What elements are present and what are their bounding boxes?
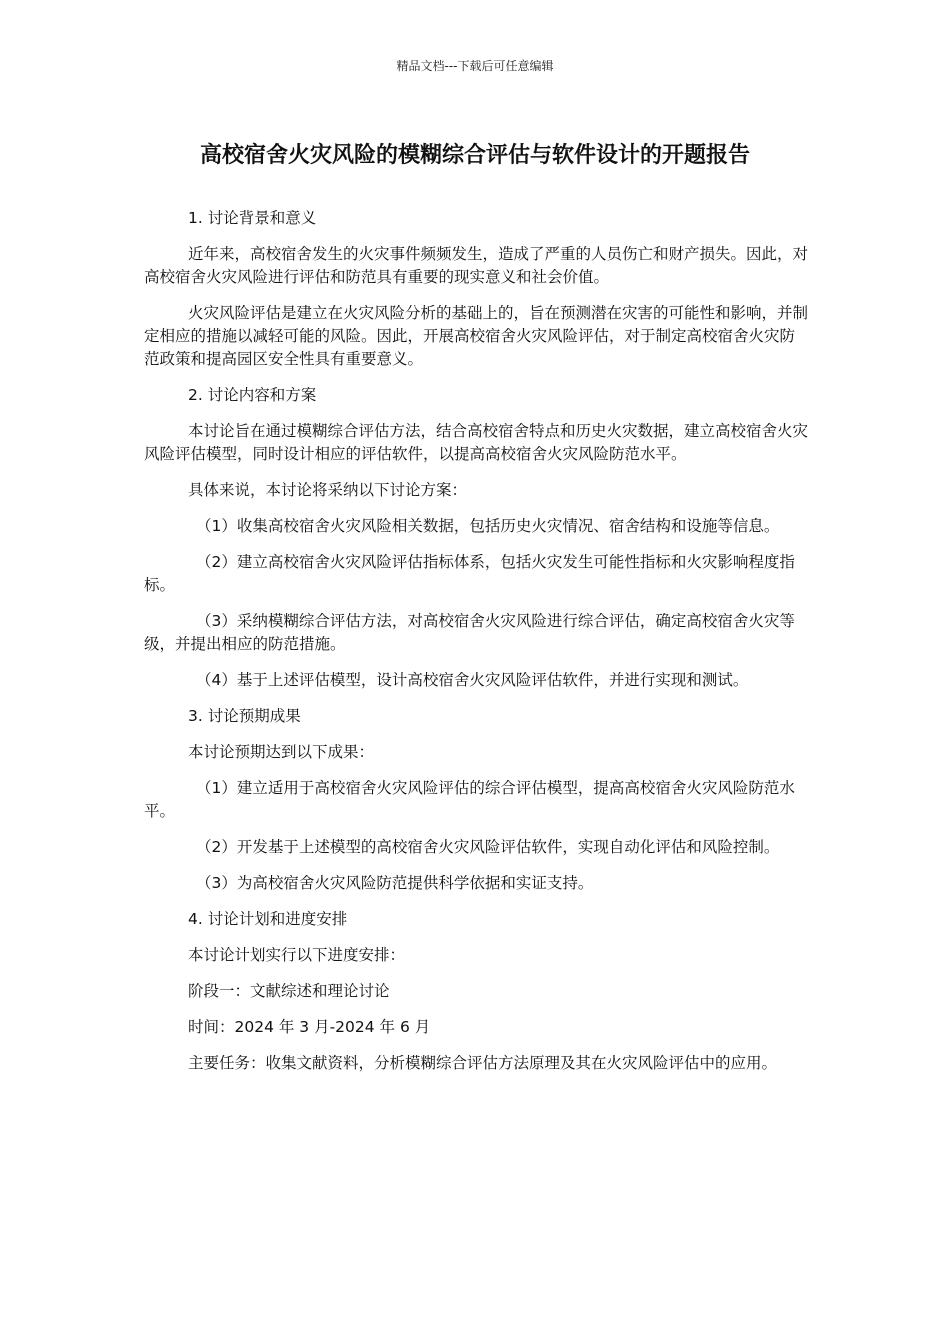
section-heading-background: 1. 讨论背景和意义 [188, 209, 317, 227]
section-heading-schedule: 4. 讨论计划和进度安排 [188, 910, 348, 928]
list-item: （2）开发基于上述模型的高校宿舍火灾风险评估软件，实现自动化评估和风险控制。 [196, 838, 780, 856]
list-item: （3）为高校宿舍火灾风险防范提供科学依据和实证支持。 [196, 874, 594, 892]
body-paragraph: 主要任务：收集文献资料，分析模糊综合评估方法原理及其在火灾风险评估中的应用。 [188, 1054, 778, 1072]
body-paragraph: 近年来，高校宿舍发生的火灾事件频频发生，造成了严重的人员伤亡和财产损失。因此，对高校宿舍火灾风险进行评估和防范具有重要的现实意义和社会价值。 [144, 245, 809, 286]
document-body [144, 207, 809, 1088]
section-heading-outcomes: 3. 讨论预期成果 [188, 707, 301, 725]
list-item: （2）建立高校宿舍火灾风险评估指标体系，包括火灾发生可能性指标和火灾影响程度指标。 [144, 553, 795, 594]
body-paragraph: 火灾风险评估是建立在火灾风险分析的基础上的，旨在预测潜在灾害的可能性和影响，并制定相应的措施以减轻可能的风险。因此，开展高校宿舍火灾风险评估，对于制定高校宿舍火灾防范政策和提高园区安全性具有重要意义。 [144, 304, 809, 368]
body-paragraph: 时间：2024 年 3 月-2024 年 6 月 [188, 1018, 431, 1036]
list-item: （3）采纳模糊综合评估方法，对高校宿舍火灾风险进行综合评估，确定高校宿舍火灾等级，并提出相应的防范措施。 [144, 612, 795, 653]
body-paragraph: 本讨论旨在通过模糊综合评估方法，结合高校宿舍特点和历史火灾数据，建立高校宿舍火灾风险评估模型，同时设计相应的评估软件，以提高高校宿舍火灾风险防范水平。 [144, 422, 809, 463]
body-paragraph: 具体来说，本讨论将采纳以下讨论方案： [188, 481, 468, 499]
body-paragraph: 本讨论预期达到以下成果： [188, 743, 375, 761]
body-paragraph: 阶段一：文献综述和理论讨论 [188, 982, 390, 1000]
body-paragraph: 本讨论计划实行以下进度安排： [188, 946, 406, 964]
section-heading-content: 2. 讨论内容和方案 [188, 386, 317, 404]
list-item: （4）基于上述评估模型，设计高校宿舍火灾风险评估软件，并进行实现和测试。 [196, 671, 749, 689]
list-item: （1）收集高校宿舍火灾风险相关数据，包括历史火灾情况、宿舍结构和设施等信息。 [196, 517, 780, 535]
document-title: 高校宿舍火灾风险的模糊综合评估与软件设计的开题报告 [199, 143, 750, 168]
list-item: （1）建立适用于高校宿舍火灾风险评估的综合评估模型，提高高校宿舍火灾风险防范水平。 [144, 779, 795, 820]
page-header-text: 精品文档---下载后可任意编辑 [396, 59, 554, 73]
